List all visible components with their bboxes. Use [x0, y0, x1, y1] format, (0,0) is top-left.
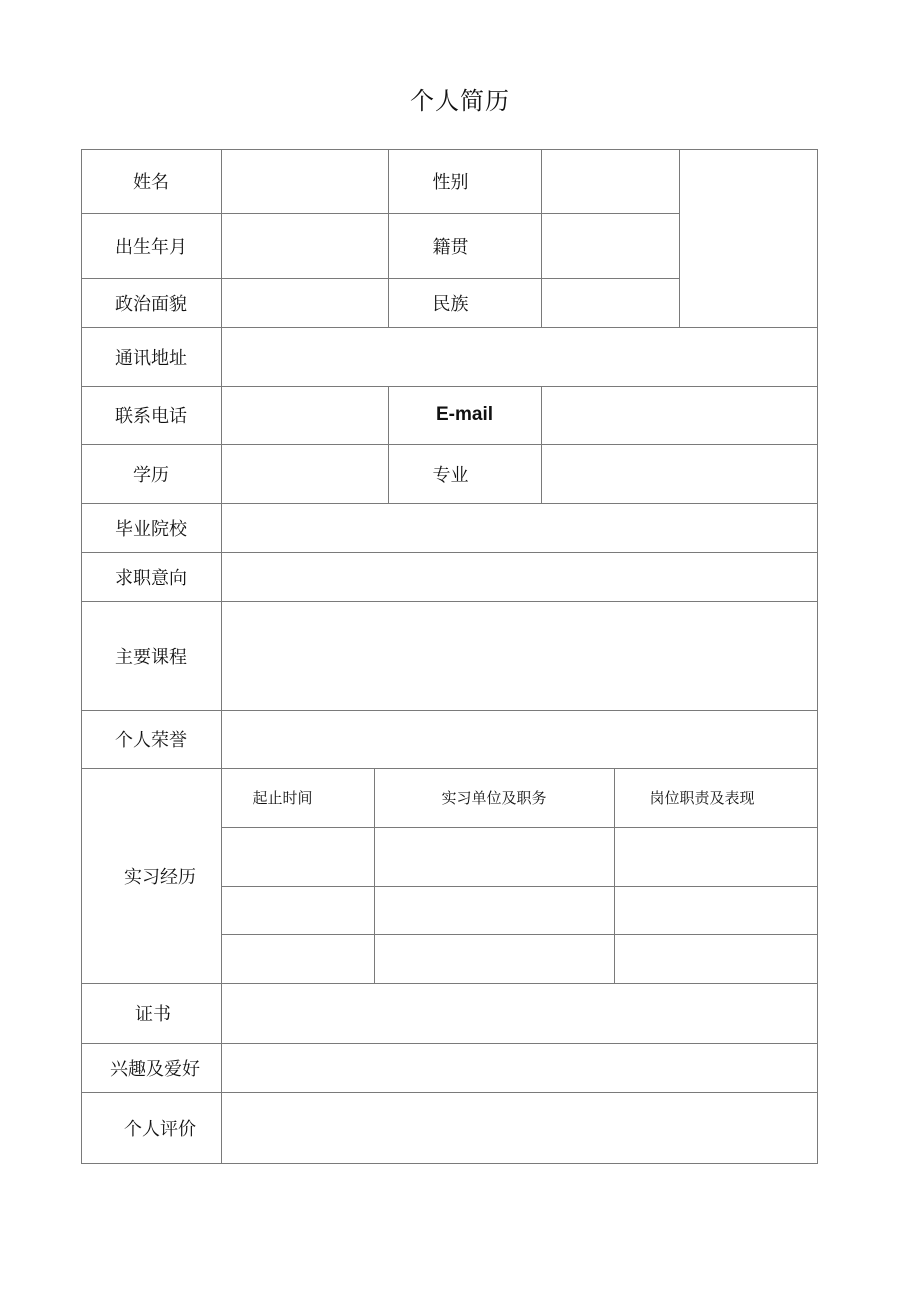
internship-row-3-duties[interactable]	[614, 934, 818, 983]
internship-row-3-company[interactable]	[374, 934, 614, 983]
label-honors: 个人荣誉	[115, 730, 187, 751]
phone-field[interactable]	[221, 386, 388, 444]
label-education: 学历	[133, 464, 169, 486]
label-hobbies: 兴趣及爱好	[110, 1058, 200, 1080]
internship-row-2-period[interactable]	[221, 886, 374, 934]
label-gender: 性别	[432, 172, 469, 193]
email-field[interactable]	[541, 386, 818, 444]
label-political-status: 政治面貌	[115, 293, 187, 315]
birth-field[interactable]	[221, 213, 388, 278]
name-field[interactable]	[221, 149, 388, 213]
label-address: 通讯地址	[115, 347, 187, 369]
internship-header-duties: 岗位职责及表现	[649, 789, 755, 807]
internship-row-2-company[interactable]	[374, 886, 614, 934]
label-ethnicity: 民族	[432, 293, 469, 315]
label-internship: 实习经历	[124, 866, 196, 888]
internship-header-company: 实习单位及职务	[441, 789, 547, 807]
hobbies-field[interactable]	[221, 1043, 818, 1092]
self-evaluation-field[interactable]	[221, 1092, 818, 1164]
internship-row-1-company[interactable]	[374, 827, 614, 886]
label-school: 毕业院校	[115, 518, 187, 540]
photo-box[interactable]	[679, 149, 818, 327]
job-intention-field[interactable]	[221, 552, 818, 601]
internship-row-3-period[interactable]	[221, 934, 374, 983]
courses-field[interactable]	[221, 601, 818, 710]
internship-row-1-period[interactable]	[221, 827, 374, 886]
ethnicity-field[interactable]	[541, 278, 679, 327]
internship-header-period: 起止时间	[252, 789, 313, 807]
label-native-place: 籍贯	[432, 236, 469, 258]
label-email: E-mail	[435, 404, 494, 425]
major-field[interactable]	[541, 444, 818, 503]
honors-field[interactable]	[221, 710, 818, 768]
label-job-intention: 求职意向	[115, 567, 187, 589]
native-place-field[interactable]	[541, 213, 679, 278]
label-courses: 主要课程	[115, 646, 187, 668]
label-phone: 联系电话	[115, 406, 187, 427]
label-major: 专业	[432, 464, 469, 486]
label-certificates: 证书	[135, 1004, 171, 1025]
political-status-field[interactable]	[221, 278, 388, 327]
internship-row-2-duties[interactable]	[614, 886, 818, 934]
certificates-field[interactable]	[221, 983, 818, 1043]
internship-row-1-duties[interactable]	[614, 827, 818, 886]
address-field[interactable]	[221, 327, 818, 386]
label-name: 姓名	[133, 172, 169, 193]
school-field[interactable]	[221, 503, 818, 552]
page-title: 个人简历	[410, 87, 510, 115]
label-self-evaluation: 个人评价	[124, 1119, 196, 1140]
gender-field[interactable]	[541, 149, 679, 213]
education-field[interactable]	[221, 444, 388, 503]
label-birth: 出生年月	[115, 236, 187, 258]
